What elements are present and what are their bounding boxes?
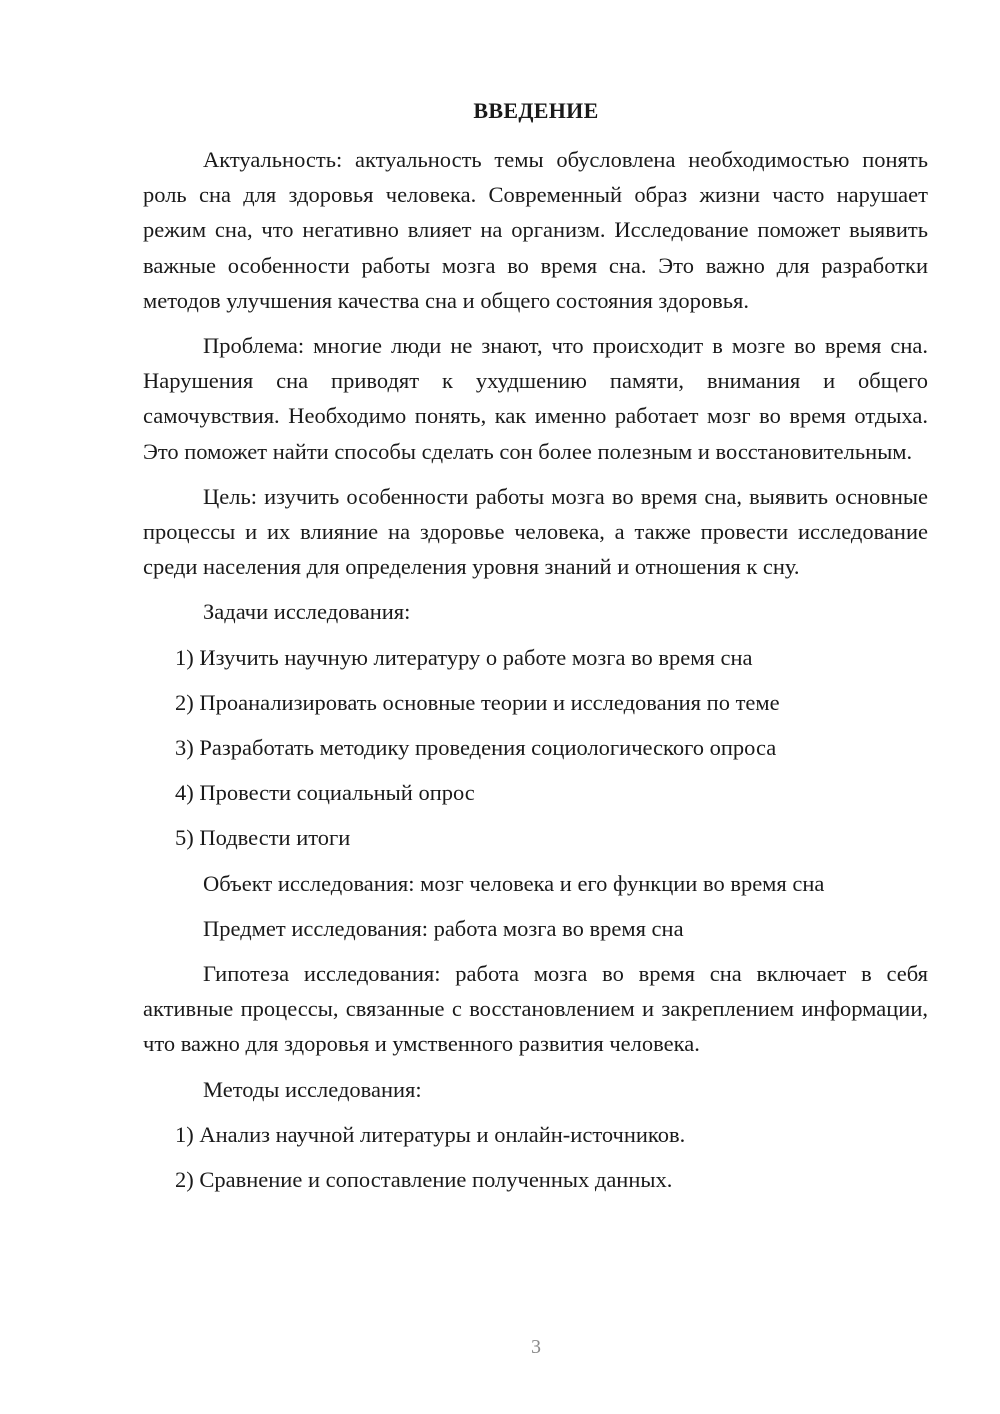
task-item: 3) Разработать методику проведения социологического опроса (175, 735, 777, 761)
task-item: 1) Изучить научную литературу о работе мозга во время сна (175, 644, 753, 670)
tasks-title: Задачи исследования: (203, 599, 411, 625)
subject-paragraph: Предмет исследования: работа мозга во время сна (203, 915, 684, 941)
method-item: 1) Анализ научной литературы и онлайн-источников. (175, 1121, 686, 1147)
hypothesis-paragraph: Гипотеза исследования: работа мозга во время сна включает в себя активные процессы, связанные с восстановлением и закреплением информации, что важно для здоровья и умственного развития человека. (143, 961, 928, 1057)
page-number: 3 (531, 1336, 541, 1358)
document-body (143, 142, 928, 1207)
page-title: ВВЕДЕНИЕ (473, 98, 599, 123)
method-item: 2) Сравнение и сопоставление полученных данных. (175, 1167, 673, 1193)
relevance-paragraph: Актуальность: актуальность темы обусловлена необходимостью понять роль сна для здоровья человека. Современный образ жизни часто нарушает режим сна, что негативно влияет на организм. Исследование поможет выявить важные особенности работы мозга во время сна. Это важно для разработки методов улучшения качества сна и общего состояния здоровья. (143, 147, 928, 313)
goal-paragraph: Цель: изучить особенности работы мозга во время сна, выявить основные процессы и их влияние на здоровье человека, а также провести исследование среди населения для определения уровня знаний и отношения к сну. (143, 483, 928, 580)
methods-title: Методы исследования: (203, 1076, 422, 1102)
problem-paragraph: Проблема: многие люди не знают, что происходит в мозге во время сна. Нарушения сна приводят к ухудшению памяти, внимания и общего самочувствия. Необходимо понять, как именно работает мозг во время отдыха. Это поможет найти способы сделать сон более полезным и восстановительным. (143, 333, 928, 464)
task-item: 2) Проанализировать основные теории и исследования по теме (175, 689, 780, 715)
object-paragraph: Объект исследования: мозг человека и его функции во время сна (203, 870, 825, 896)
task-item: 5) Подвести итоги (175, 825, 351, 851)
task-item: 4) Провести социальный опрос (175, 780, 475, 806)
